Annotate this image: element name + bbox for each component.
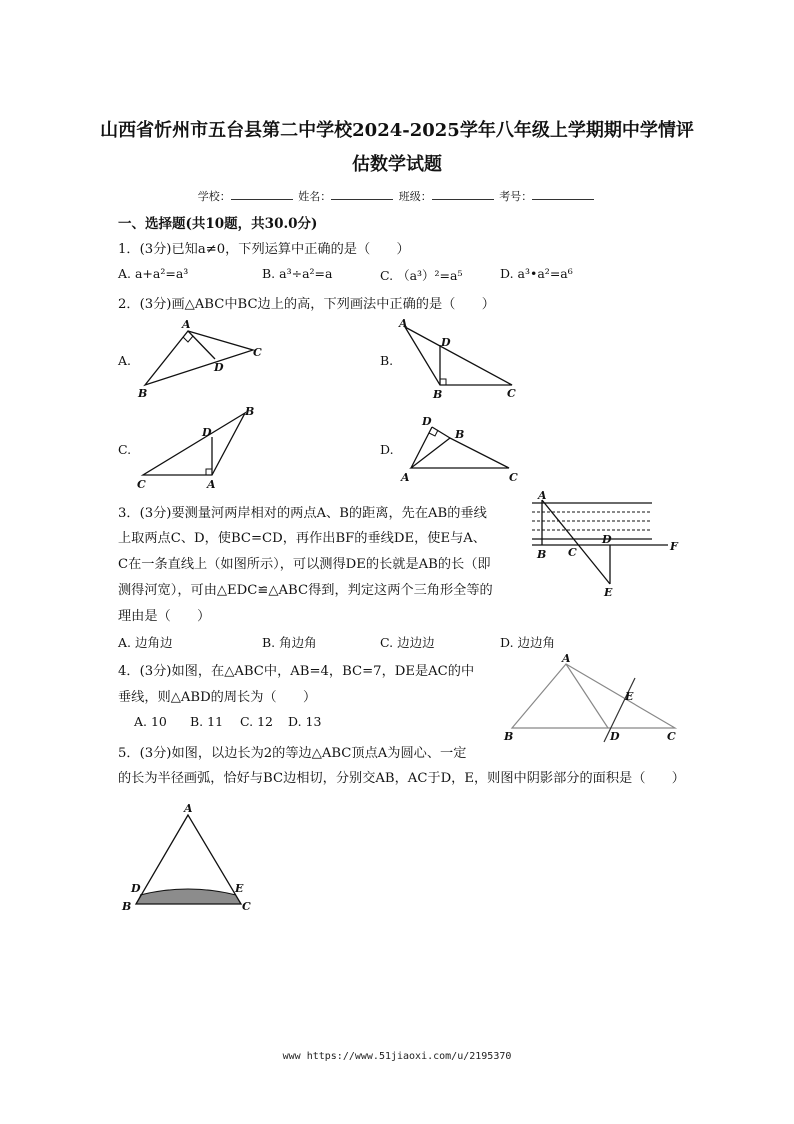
- label-d: D: [610, 730, 620, 743]
- q3-line-2: 上取两点C、D，使BC=CD，再作出BF的垂线DE，使E与A、: [118, 531, 486, 546]
- class-blank: [432, 189, 494, 200]
- label-b: B: [245, 405, 255, 418]
- class-label: 班级：: [398, 190, 432, 203]
- label-a: A: [184, 802, 193, 815]
- label-d: D: [441, 336, 451, 349]
- q1-stem: 1．(3分)已知a≠0，下列运算中正确的是（ ）: [118, 242, 410, 257]
- label-d: D: [602, 533, 612, 546]
- label-b: B: [455, 428, 465, 441]
- q2-figure-b: [395, 315, 525, 400]
- label-b: B: [138, 387, 148, 400]
- q2-option-d: D.: [380, 442, 394, 457]
- label-a: A: [207, 478, 216, 490]
- label-a: A: [401, 471, 410, 484]
- q2-stem: 2．(3分)画△ABC中BC边上的高，下列画法中正确的是（ ）: [118, 297, 495, 312]
- label-a: A: [538, 489, 547, 502]
- label-d: D: [131, 882, 141, 895]
- q4-option-b: B. 11: [190, 714, 224, 729]
- q2-option-c: C.: [118, 442, 132, 457]
- label-c: C: [137, 478, 146, 490]
- q3-option-b: B. 角边角: [262, 635, 317, 650]
- exam-no-label: 考号：: [499, 190, 533, 203]
- q5-line-1: 5．(3分)如图，以边长为2的等边△ABC顶点A为圆心、一定: [118, 746, 467, 761]
- q5-line-2: 的长为半径画弧，恰好与BC边相切，分别交AB，AC于D，E，则图中阴影部分的面积是（ ）: [118, 771, 685, 786]
- school-label: 学校：: [197, 190, 231, 203]
- q2-option-b: B.: [380, 353, 394, 368]
- q3-option-d: D. 边边角: [500, 635, 556, 650]
- q4-figure: [500, 650, 690, 745]
- q3-option-a: A. 边角边: [118, 635, 173, 650]
- q4-option-d: D. 13: [288, 714, 322, 729]
- q4-line-2: 垂线，则△ABD的周长为（ ）: [118, 690, 317, 705]
- label-a: A: [399, 317, 408, 330]
- label-e: E: [235, 882, 244, 895]
- label-d: D: [422, 415, 432, 428]
- q5-figure: [118, 800, 268, 920]
- q3-line-3: C在一条直线上（如图所示），可以测得DE的长就是AB的长（即: [118, 557, 491, 572]
- q2-figure-a: [130, 315, 265, 400]
- section-heading: 一、选择题(共10题，共30.0分): [118, 216, 318, 232]
- q3-option-c: C. 边边边: [380, 635, 435, 650]
- q1-option-a: A. a+a²=a³: [118, 266, 189, 281]
- q4-option-c: C. 12: [240, 714, 273, 729]
- label-c: C: [242, 900, 251, 913]
- label-c: C: [568, 546, 577, 559]
- q1-option-b: B. a³÷a²=a: [262, 266, 333, 281]
- label-b: B: [122, 900, 132, 913]
- q3-line-4: 测得河宽），可由△EDC≌△ABC得到，判定这两个三角形全等的: [118, 583, 493, 598]
- q3-figure-river: [522, 488, 682, 603]
- student-info-line: [0, 188, 794, 204]
- page-title: 山西省忻州市五台县第二中学校2024-2025学年八年级上学期期中学情评: [100, 120, 694, 141]
- q2-figure-d: [395, 405, 520, 490]
- label-d: D: [202, 426, 212, 439]
- school-blank: [231, 189, 293, 200]
- q2-figure-c: [133, 405, 258, 490]
- label-a: A: [562, 652, 571, 665]
- name-blank: [331, 189, 393, 200]
- label-c: C: [667, 730, 676, 743]
- label-e: E: [604, 586, 613, 599]
- exam-no-blank: [532, 189, 594, 200]
- label-b: B: [537, 548, 547, 561]
- label-b: B: [433, 388, 443, 400]
- page-title-continued: 估数学试题: [352, 154, 442, 175]
- label-e: E: [625, 690, 634, 703]
- q3-line-5: 理由是（ ）: [118, 609, 211, 624]
- q1-option-d: D. a³•a²=a⁶: [500, 266, 573, 281]
- footer-url[interactable]: www https://www.51jiaoxi.com/u/2195370: [282, 1051, 512, 1062]
- label-c: C: [253, 346, 262, 359]
- label-d: D: [214, 361, 224, 374]
- q3-line-1: 3．(3分)要测量河两岸相对的两点A、B的距离，先在AB的垂线: [118, 506, 487, 521]
- q2-option-a: A.: [118, 353, 132, 368]
- label-f: F: [670, 540, 678, 553]
- label-c: C: [507, 387, 516, 400]
- name-label: 姓名：: [298, 190, 332, 203]
- label-a: A: [182, 318, 191, 331]
- q1-option-c: C. （a³）²=a⁵: [380, 268, 463, 283]
- q4-option-a: A. 10: [134, 714, 167, 729]
- label-c: C: [509, 471, 518, 484]
- label-b: B: [504, 730, 514, 743]
- q4-line-1: 4．(3分)如图，在△ABC中，AB=4，BC=7，DE是AC的中: [118, 664, 475, 679]
